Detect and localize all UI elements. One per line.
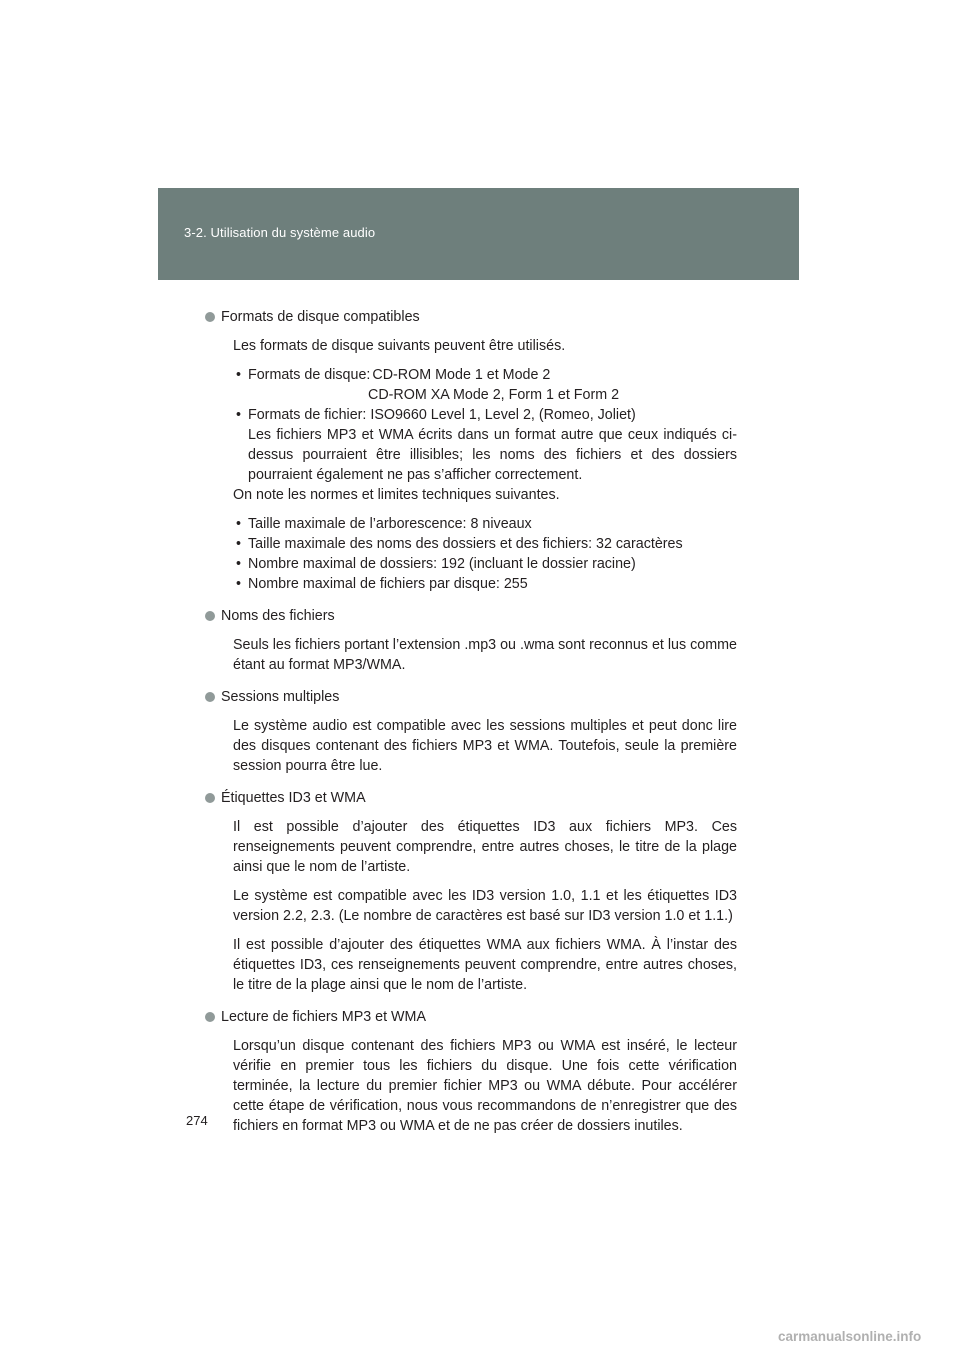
format-list: [233, 365, 737, 425]
list-item: • Taille maximale des noms des dossiers et des fichiers: 32 caractères: [233, 534, 737, 554]
paragraph: Le système audio est compatible avec les sessions multiples et peut donc lire des disques contenant des fichiers MP3 et WMA. Toutefois, seule la première session pourra être lue.: [233, 718, 737, 774]
list-item: [233, 365, 737, 405]
paragraph: Lorsqu’un disque contenant des fichiers MP3 ou WMA est inséré, le lecteur vérifie en premier tous les fichiers du disque. Une fois cette vérification terminée, la lecture du premier fichier MP3 ou WMA débute. Pour accélérer cette étape de vérification, nous vous recommandons de n’enregistrer que des fichiers en format MP3 ou WMA et de ne pas créer de dossiers inutiles.: [233, 1038, 737, 1134]
section-heading: Sessions multiples: [221, 687, 737, 707]
section-playback: [221, 1007, 737, 1136]
section-tags: [221, 788, 737, 995]
page-number: 274: [186, 1113, 208, 1128]
section-sessions: [221, 687, 737, 776]
bullet-circle-icon: [205, 611, 215, 621]
disc-format-value: CD-ROM XA Mode 2, Form 1 et Form 2: [368, 387, 620, 403]
page-content: [221, 307, 737, 1148]
section-heading: Noms des fichiers: [221, 606, 737, 626]
paragraph: Les fichiers MP3 et WMA écrits dans un format autre que ceux indiqués ci-dessus pourraient être illisibles; les noms des fichiers et des dossiers pourraient également ne pas s’afficher correctement.: [248, 427, 737, 483]
section-heading: Formats de disque compatibles: [221, 307, 737, 327]
bullet-circle-icon: [205, 312, 215, 322]
section-heading: Lecture de fichiers MP3 et WMA: [221, 1007, 737, 1027]
bullet-circle-icon: [205, 793, 215, 803]
paragraph: Le système est compatible avec les ID3 version 1.0, 1.1 et les étiquettes ID3 version 2.2, 2.3. (Le nombre de caractères est basé sur ID3 version 1.0 et 1.1.): [233, 888, 737, 924]
list-item: • Taille maximale de l’arborescence: 8 niveaux: [233, 514, 737, 534]
bullet-circle-icon: [205, 692, 215, 702]
bullet-circle-icon: [205, 1012, 215, 1022]
section-header-band: [158, 188, 799, 280]
section-formats: [221, 307, 737, 594]
section-filenames: [221, 606, 737, 675]
list-item: • Formats de fichier: ISO9660 Level 1, Level 2, (Romeo, Joliet): [233, 405, 737, 425]
paragraph: On note les normes et limites techniques suivantes.: [233, 487, 560, 503]
section-heading: Étiquettes ID3 et WMA: [221, 788, 737, 808]
paragraph: Il est possible d’ajouter des étiquettes WMA aux fichiers WMA. À l’instar des étiquettes ID3, ces renseignements peuvent comprendre, entre autres choses, le titre de la plage ainsi que le nom de l’artiste.: [233, 937, 737, 993]
disc-format-value: CD-ROM Mode 1 et Mode 2: [372, 367, 551, 383]
limits-list: [233, 514, 737, 594]
list-item: • Nombre maximal de dossiers: 192 (incluant le dossier racine): [233, 554, 737, 574]
list-item: • Nombre maximal de fichiers par disque: 255: [233, 574, 737, 594]
paragraph: Seuls les fichiers portant l’extension .mp3 ou .wma sont reconnus et lus comme étant au format MP3/WMA.: [233, 637, 737, 673]
disc-format-label: • Formats de disque:: [248, 367, 371, 383]
paragraph: Les formats de disque suivants peuvent être utilisés.: [233, 338, 566, 354]
paragraph: Il est possible d’ajouter des étiquettes ID3 aux fichiers MP3. Ces renseignements peuvent comprendre, entre autres choses, le titre de la plage ainsi que le nom de l’artiste.: [233, 819, 737, 875]
section-title: 3-2. Utilisation du système audio: [184, 225, 376, 240]
watermark: carmanualsonline.info: [778, 1329, 922, 1344]
